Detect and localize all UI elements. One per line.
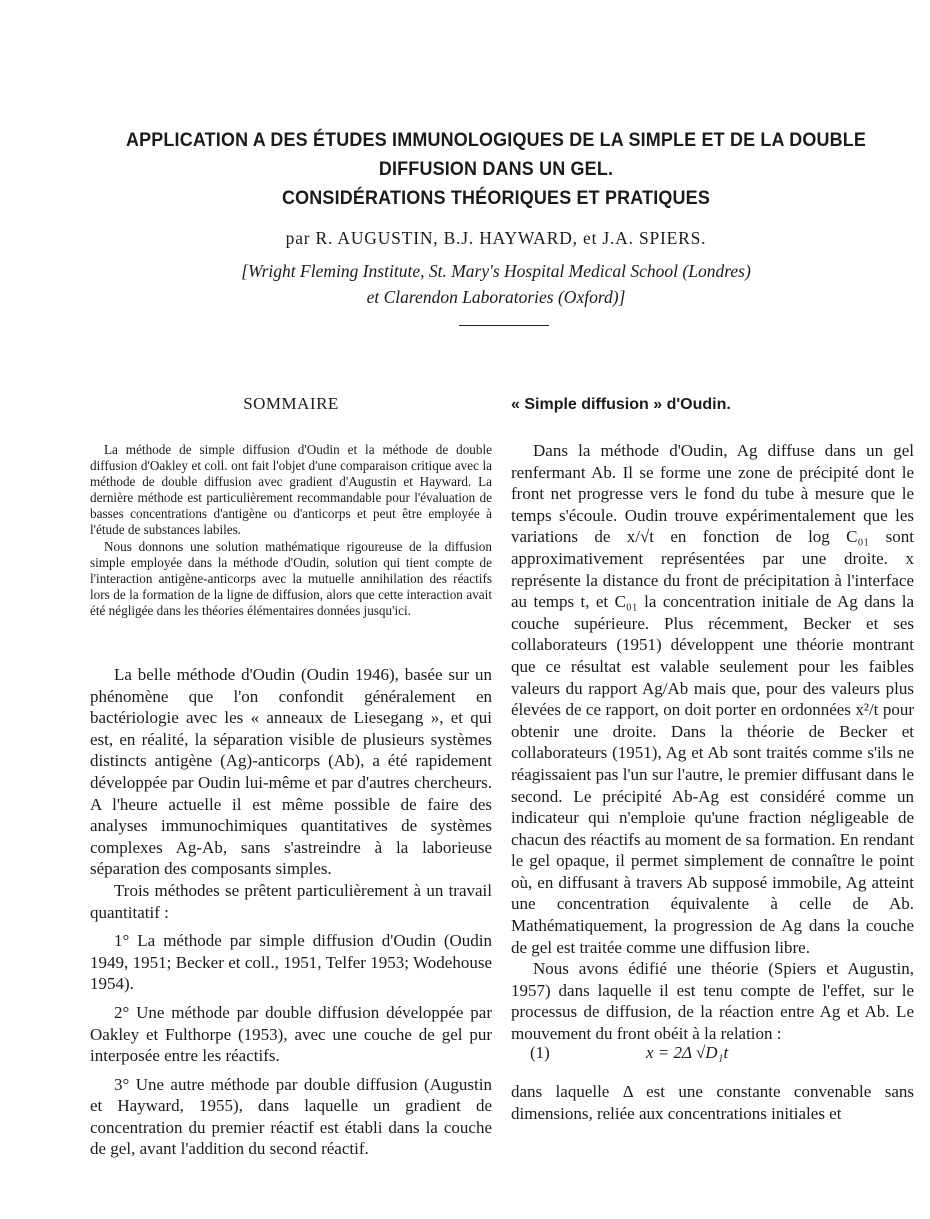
left-column-body (90, 664, 492, 1160)
paper-title (95, 126, 897, 213)
abstract-paragraph-2: Nous donnons une solution mathématique rigoureuse de la diffusion simple employée dans la méthode d'Oudin, solution qui tient compte de l'interaction antigène-anticorps avec la mutuelle annihilation des réactifs lors de la formation de la ligne de diffusion, alors que cette interaction avait été négligée dans les théories élémentaires données jusqu'ici. (90, 538, 492, 618)
section-heading: « Simple diffusion » d'Oudin. (511, 396, 731, 413)
title-line-1: APPLICATION A DES ÉTUDES IMMUNOLOGIQUES DE LA SIMPLE ET DE LA DOUBLE (125, 129, 867, 151)
sommaire-abstract (90, 442, 492, 619)
body-paragraph-oudin: Dans la méthode d'Oudin, Ag diffuse dans un gel renfermant Ab. Il se forme une zone de précipité dont le front net progresse vers le fond du tube à mesure que le temps s'écoule. Oudin trouve expérimentalement que les variations de x/√t en fonction de log C₀₁ sont approximativement représentées par une droite. x représente la distance du front de précipitation à l'interface au temps t, et C₀₁ la concentration initiale de Ag dans la couche supérieure. Plus récemment, Becker et ses collaborateurs (1951) développent une théorie montrant que ce résultat est valable seulement pour les faibles valeurs du rapport Ag/Ab mais que, pour des valeurs plus élevées de ce rapport, on doit porter en ordonnées x²/t pour obtenir une droite. Dans la théorie de Becker et collaborateurs (1951), Ag et Ab sont traités comme s'ils ne réagissaient pas l'un sur l'autre, le premier diffusant dans le second. Le précipité Ab-Ag est considéré comme un indicateur qui n'emploie qu'une fraction négligeable de chacun des réactifs au moment de sa formation. En rendant le gel opaque, il permet simplement de connaître le point où, en diffusant à travers Ab supposé immobile, Ag atteint une concentration équivalente à celle de Ab. Mathématiquement, la progression de Ag dans la couche de gel est traitée comme une diffusion libre. (511, 441, 914, 957)
method-item-3: 3° Une autre méthode par double diffusion (Augustin et Hayward, 1955), dans laquelle un gradient de concentration du premier réactif est établi dans la couche de gel, avant l'addition du second réactif. (90, 1074, 492, 1159)
affiliation-line-1: [Wright Fleming Institute, St. Mary's Hospital Medical School (Londres) (241, 261, 751, 281)
sommaire-heading: SOMMAIRE (243, 394, 339, 413)
right-column-body (511, 440, 914, 1045)
body-paragraph-theory: Nous avons édifié une théorie (Spiers et Augustin, 1957) dans laquelle il est tenu compte de l'effet, sur le processus de diffusion, de la réaction entre Ag et Ab. Le mouvement du front obéit à la relation : (511, 959, 914, 1044)
body-paragraph-continuation: dans laquelle Δ est une constante convenable sans dimensions, reliée aux concentrations initiales et (511, 1082, 914, 1123)
equation-number: (1) (530, 1043, 550, 1062)
body-paragraph-intro: La belle méthode d'Oudin (Oudin 1946), basée sur un phénomène que l'on confondit généralement en bactériologie avec les « anneaux de Liesegang », et qui est, en réalité, la séparation visible de plusieurs systèmes distincts antigène (Ag)-anticorps (Ab), a été rapidement développée par Oudin lui-même et par d'autres chercheurs. A l'heure actuelle il est même possible de faire des analyses immunochimiques quantitatives de systèmes complexes Ag-Ab, sans s'astreindre à la laborieuse séparation des composants simples. (90, 665, 492, 879)
title-line-2: DIFFUSION DANS UN GEL. (378, 158, 614, 180)
right-column-continuation (511, 1081, 914, 1124)
title-divider (459, 325, 549, 326)
affiliation-line-2: et Clarendon Laboratories (Oxford)] (366, 287, 626, 307)
abstract-paragraph-1: La méthode de simple diffusion d'Oudin et la méthode de double diffusion d'Oakley et coll. ont fait l'objet d'une comparaison critique avec la méthode de double diffusion avec gradient d'Augustin et Hayward. La dernière méthode est particulièrement recommandable pour l'évaluation de basses concentrations d'antigène ou d'anticorps et peut être employée à l'étude de substances labiles. (90, 442, 492, 538)
method-item-2: 2° Une méthode par double diffusion développée par Oakley et Fulthorpe (1953), avec une couche de gel pur interposée entre les réactifs. (90, 1002, 492, 1066)
author-line: par R. AUGUSTIN, B.J. HAYWARD, et J.A. SPIERS. (285, 228, 707, 248)
title-line-3: CONSIDÉRATIONS THÉORIQUES ET PRATIQUES (282, 187, 710, 209)
equation-expression: x = 2Δ √D₁t (646, 1043, 729, 1062)
affiliation (60, 258, 930, 310)
method-item-1: 1° La méthode par simple diffusion d'Oudin (Oudin 1949, 1951; Becker et coll., 1951, Telfer 1953; Wodehouse 1954). (90, 931, 492, 994)
body-paragraph-methods: Trois méthodes se prêtent particulièrement à un travail quantitatif : (90, 880, 492, 922)
equation-1 (530, 1043, 914, 1067)
